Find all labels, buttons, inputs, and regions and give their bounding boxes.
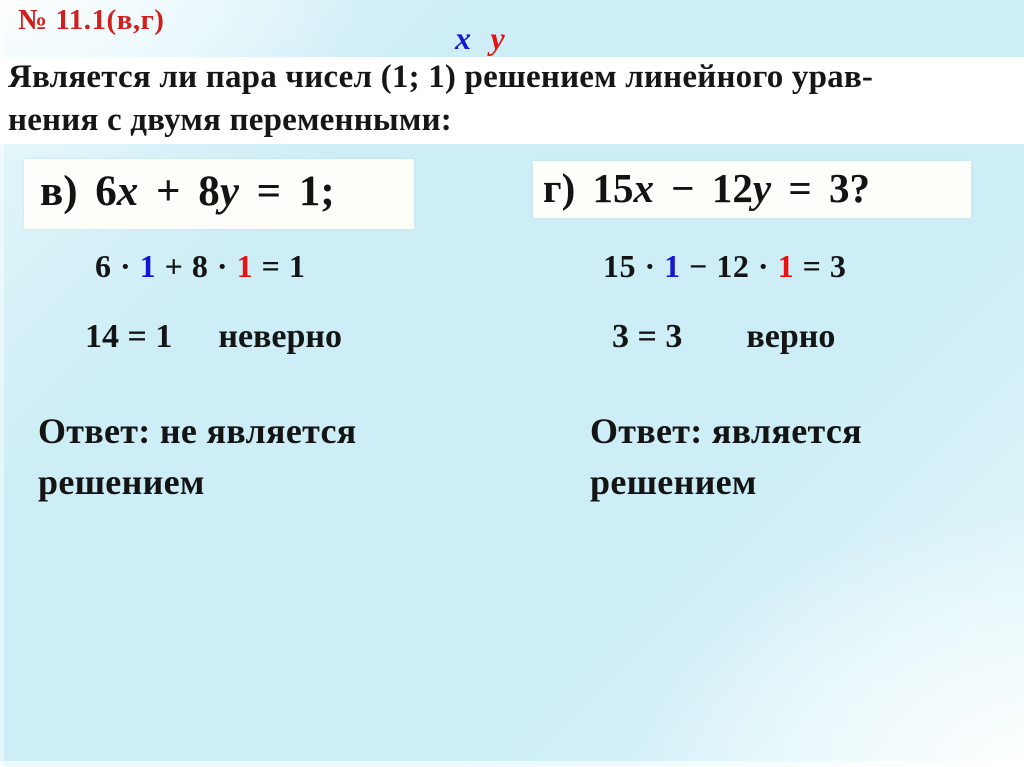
substitution-g-p2: = 3 [794,248,847,284]
answer-block-v [38,406,357,508]
equation-v-text: в) 6 [40,168,117,215]
substitution-line-g [603,248,846,285]
task-number: № 11.1(в,г) [18,4,165,36]
substitution-v-p0: 6 · [95,248,140,284]
equation-v-var-x: x [116,168,139,215]
equation-card-v [24,159,414,229]
equation-g-var-x: x [633,165,655,211]
question-line-1: Является ли пара чисел (1; 1) решением линейного урав- [8,59,874,95]
check-line-v [85,318,342,356]
check-v-result: 14 = 1 [85,318,173,355]
substitution-g-p1: − 12 · [680,248,778,284]
substitution-v-y-value: 1 [236,248,254,284]
substitution-g-y-value: 1 [777,248,795,284]
check-line-g [612,318,835,356]
substitution-v-p1: + 8 · [156,248,237,284]
check-v-verdict: неверно [218,318,343,355]
variable-y-label: y [490,20,506,56]
substitution-g-p0: 15 · [603,248,665,284]
equation-g-mid: − 12 [654,165,753,211]
variables-hint [455,20,505,57]
answer-g-line-1: Ответ: является [590,411,862,451]
equation-v-end: = 1; [238,168,335,215]
substitution-g-x-value: 1 [664,248,681,284]
answer-v-line-2: решением [38,462,205,502]
check-g-result: 3 = 3 [612,318,683,355]
answer-g-line-2: решением [590,462,757,502]
answer-block-g [590,406,862,508]
substitution-line-v [95,248,305,285]
question-line-2: нения с двумя переменными: [8,102,452,138]
equation-card-g [533,161,971,218]
variable-x-label: x [455,20,472,56]
equation-g-var-y: y [752,165,772,211]
equation-g-text: г) 15 [543,165,634,211]
check-g-verdict: верно [746,318,836,355]
question-band [0,57,1024,144]
substitution-v-p2: = 1 [253,248,306,284]
answer-v-line-1: Ответ: не является [38,411,357,451]
substitution-v-x-value: 1 [139,248,157,284]
equation-v-var-y: y [219,168,239,215]
equation-v-mid: + 8 [138,168,220,215]
equation-g-end: = 3? [771,165,870,211]
